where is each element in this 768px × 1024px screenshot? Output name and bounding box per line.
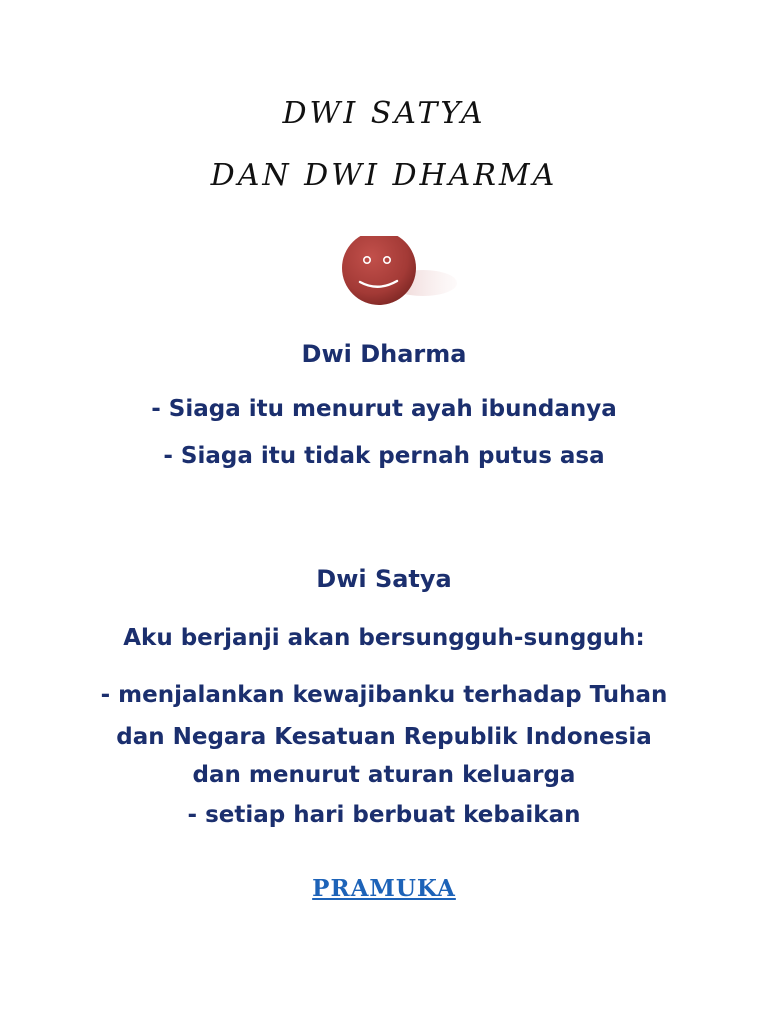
dwi-dharma-heading: Dwi Dharma [301,340,467,368]
dwi-dharma-item-1: - Siaga itu menurut ayah ibundanya [151,396,617,422]
dwi-satya-line-1: - menjalankan kewajibanku terhadap Tuhan [100,682,668,708]
dwi-satya-line-2: dan Negara Kesatuan Republik Indonesia [116,724,652,750]
document-title-line-2: DAN DWI DHARMA [210,158,558,193]
pramuka-link[interactable]: PRAMUKA [312,875,456,902]
dwi-satya-intro: Aku berjanji akan bersungguh-sungguh: [123,625,645,651]
dwi-satya-heading: Dwi Satya [316,565,452,593]
dwi-dharma-item-2: - Siaga itu tidak pernah putus asa [163,443,605,469]
smiley-face-icon [335,236,460,306]
dwi-satya-line-3: dan menurut aturan keluarga [192,762,576,788]
dwi-satya-line-4: - setiap hari berbuat kebaikan [187,802,581,828]
document-title-line-1: DWI SATYA [282,96,486,131]
